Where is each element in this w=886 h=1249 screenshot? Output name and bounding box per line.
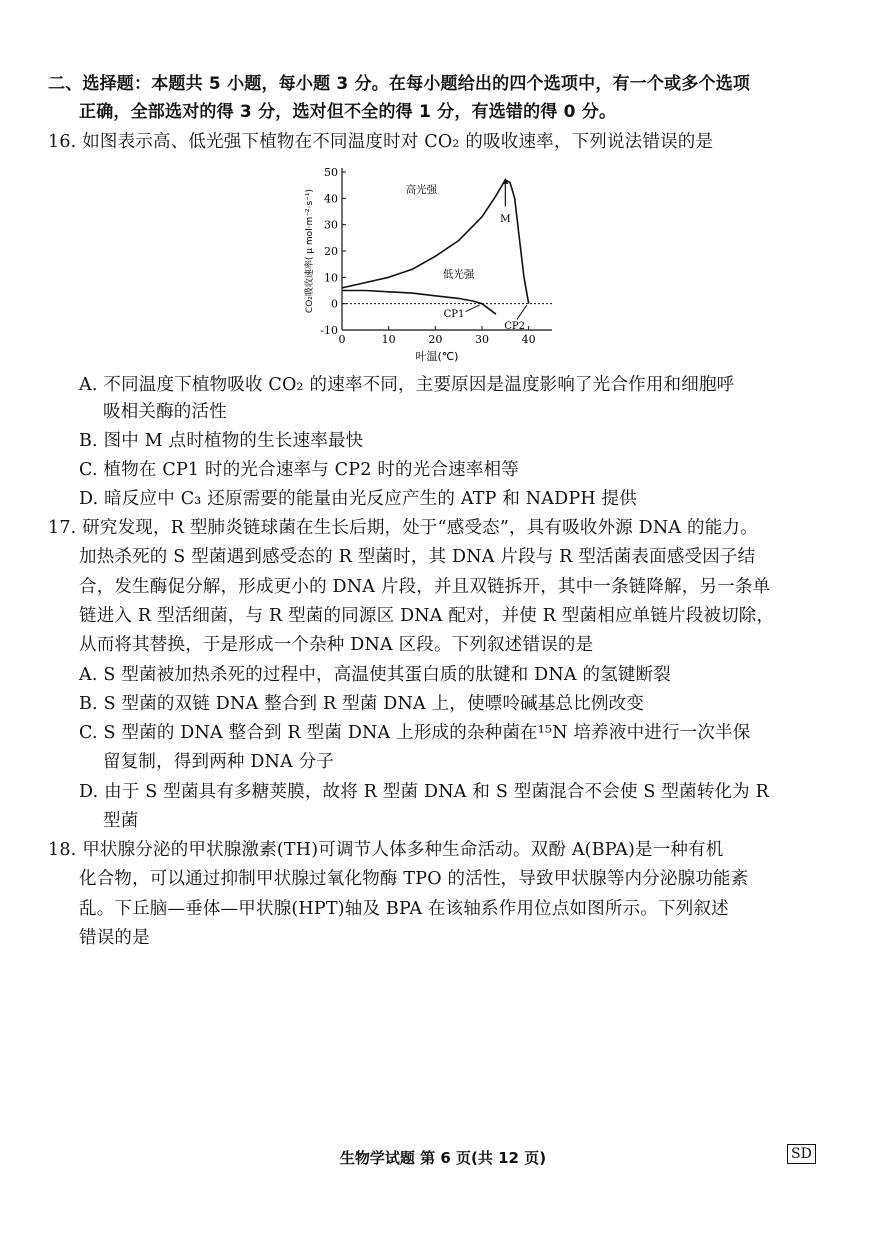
y-tick-label: 40 <box>324 192 338 206</box>
q17-option-b: B. S 型菌的双链 DNA 整合到 R 型菌 DNA 上，使嘌呤碱基总比例改变 <box>79 694 645 714</box>
cp2-label: CP2 <box>504 321 526 332</box>
q17-line3: 合，发生酶促分解，形成更小的 DNA 片段，并且双链拆开，其中一条链降解，另一条单 <box>79 577 771 597</box>
cp1-arrow <box>466 305 480 312</box>
x-tick-label: 10 <box>381 333 396 346</box>
x-axis-label: 叶温(℃) <box>415 350 459 363</box>
q16-option-c: C. 植物在 CP1 时的光合速率与 CP2 时的光合速率相等 <box>79 460 519 480</box>
series-label-high-light: 高光强 <box>405 184 438 197</box>
page-footer: 生物学试题 第 6 页(共 12 页) <box>339 1149 547 1167</box>
co2-absorption-chart <box>300 160 560 365</box>
q17-option-c-line2: 留复制，得到两种 DNA 分子 <box>103 752 335 772</box>
cp1-label: CP1 <box>443 308 465 320</box>
sd-mark: SD <box>787 1144 816 1164</box>
q17-option-a: A. S 型菌被加热杀死的过程中，高温使其蛋白质的肽键和 DNA 的氢键断裂 <box>79 665 672 685</box>
q18-line2: 化合物，可以通过抑制甲状腺过氧化物酶 TPO 的活性，导致甲状腺等内分泌腺功能紊 <box>79 869 749 889</box>
y-tick-label: 50 <box>324 166 338 179</box>
q17-option-d-line1: D. 由于 S 型菌具有多糖荚膜，故将 R 型菌 DNA 和 S 型菌混合不会使 S 型菌转化为 R <box>79 782 770 802</box>
m-point-label: M <box>499 213 511 226</box>
y-tick-label: -10 <box>320 324 338 337</box>
y-tick-label: 20 <box>324 245 338 258</box>
q16-option-b: B. 图中 M 点时植物的生长速率最快 <box>79 431 364 451</box>
q18-line4: 错误的是 <box>79 928 150 948</box>
q17-line4: 链进入 R 型活细菌，与 R 型菌的同源区 DNA 配对，并使 R 型菌相应单链片段被切除， <box>79 606 775 626</box>
q16-option-d: D. 暗反应中 C₃ 还原需要的能量由光反应产生的 ATP 和 NADPH 提供 <box>79 489 637 509</box>
q17-option-d-line2: 型菌 <box>103 811 139 831</box>
q17-line2: 加热杀死的 S 型菌遇到感受态的 R 型菌时，其 DNA 片段与 R 型活菌表面感受因子结 <box>79 547 756 567</box>
chart-series <box>342 180 529 314</box>
x-tick-label: 20 <box>428 333 443 346</box>
series-line-low-light <box>342 291 496 315</box>
q16-option-a-line1: A. 不同温度下植物吸收 CO₂ 的速率不同，主要原因是温度影响了光合作用和细胞呼 <box>79 375 735 395</box>
q17-option-c-line1: C. S 型菌的 DNA 整合到 R 型菌 DNA 上形成的杂种菌在¹⁵N 培养液中进行一次半保 <box>79 723 751 743</box>
q17-line1: 17. 研究发现，R 型肺炎链球菌在生长后期，处于“感受态”，具有吸收外源 DNA 的能力。 <box>48 518 758 538</box>
section-heading-line2: 正确，全部选对的得 3 分，选对但不全的得 1 分，有选错的得 0 分。 <box>79 102 617 122</box>
y-tick-label: 30 <box>324 218 338 232</box>
y-tick-label: 10 <box>324 271 338 285</box>
cp2-arrow <box>517 305 527 319</box>
q17-line5: 从而将其替换，于是形成一个杂种 DNA 区段。下列叙述错误的是 <box>79 635 594 655</box>
series-line-high-light <box>342 180 529 304</box>
series-label-low-light: 低光强 <box>442 268 475 281</box>
q16-option-a-line2: 吸相关酶的活性 <box>103 402 227 422</box>
y-tick-label: 0 <box>331 297 338 311</box>
q18-line3: 乱。下丘脑—垂体—甲状腺(HPT)轴及 BPA 在该轴系作用位点如图所示。下列叙述 <box>79 899 729 919</box>
q18-line1: 18. 甲状腺分泌的甲状腺激素(TH)可调节人体多种生命活动。双酚 A(BPA)是一种有机 <box>48 840 724 860</box>
q16-stem: 16. 如图表示高、低光强下植物在不同温度时对 CO₂ 的吸收速率，下列说法错误的是 <box>48 132 714 152</box>
x-tick-label: 40 <box>521 333 536 346</box>
x-tick-label: 0 <box>338 333 346 346</box>
x-tick-label: 30 <box>475 333 489 346</box>
section-heading-line1: 二、选择题：本题共 5 小题，每小题 3 分。在每小题给出的四个选项中，有一个或多个选项 <box>48 74 751 94</box>
y-axis-label: CO₂吸收速率( μ mol·m⁻²·s⁻¹) <box>305 188 315 314</box>
